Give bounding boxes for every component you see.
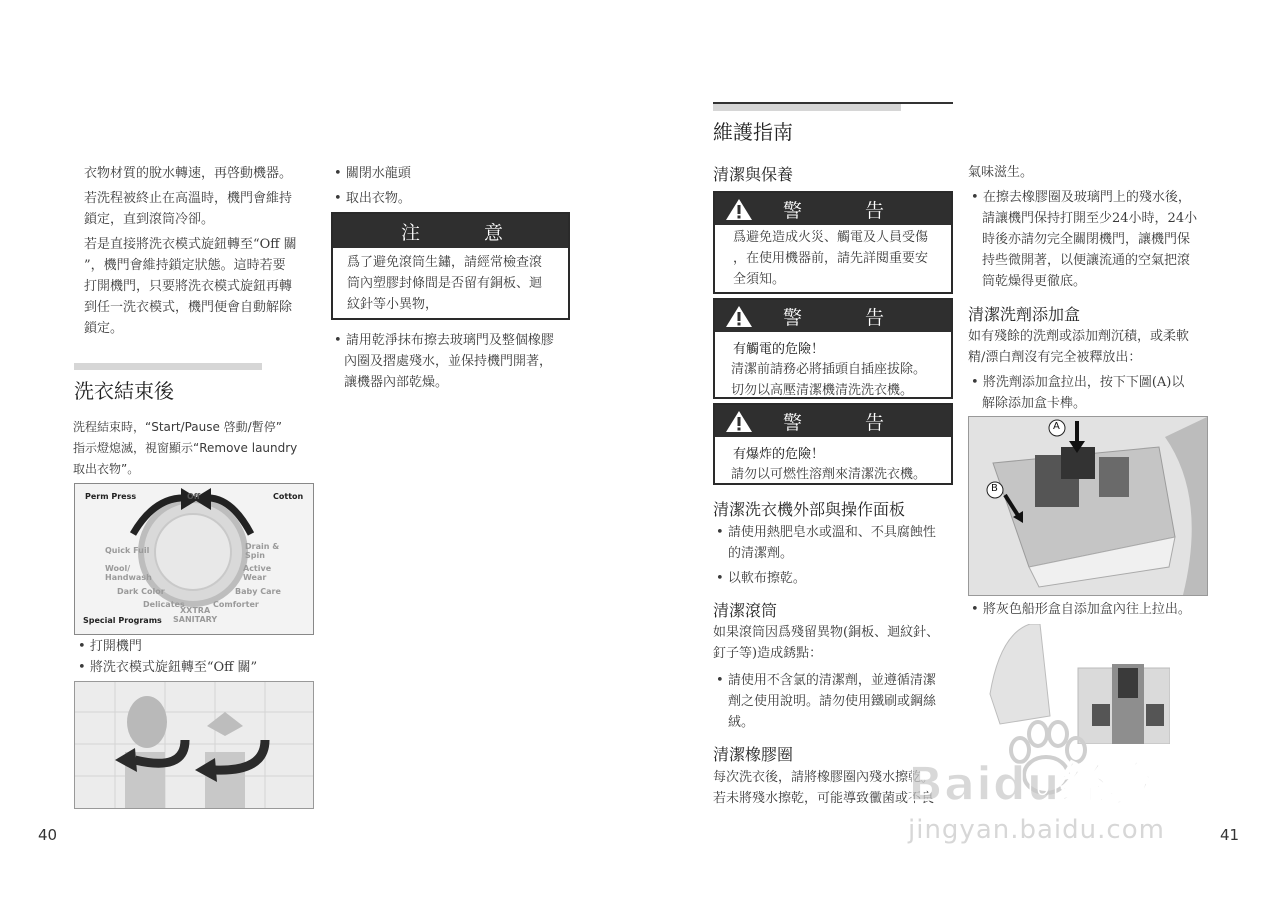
paragraph-line: 洗程結束時，“Start/Pause 啓動/暫停”: [73, 420, 282, 434]
bullet-line: 的清潔劑。: [728, 546, 794, 561]
exterior-bullets: [716, 522, 956, 589]
bullet-item: • 取出衣物。: [334, 188, 574, 209]
bullet-line: • 在擦去橡膠圈及玻璃門上的殘水後，: [968, 187, 1213, 208]
paragraph-line: 鎖定，直到滾筒冷卻。: [84, 212, 215, 227]
warning-body: [715, 437, 951, 487]
page-number-left: 40: [38, 826, 58, 844]
bullet-line: 持些微開著，以便讓流通的空氣把滾: [982, 253, 1191, 268]
left-col1-text: [84, 163, 316, 339]
warning-triangle-icon: [725, 197, 753, 221]
boat-box-photo: [980, 624, 1170, 744]
caution-line: 爲了避免滾筒生鏽，請經常檢查滾: [347, 255, 543, 270]
warning-header: [715, 193, 951, 225]
warning-triangle-icon: [725, 409, 753, 433]
dial-label: Comforter: [213, 600, 259, 609]
caution-body: [333, 248, 568, 319]
warning-char: 告: [865, 411, 885, 434]
caution-char: 意: [484, 221, 504, 244]
warning-line: ，在使用機器前，請先詳閱重要安: [733, 251, 929, 266]
label-a: A: [1053, 421, 1060, 432]
page-title: 維護指南: [713, 120, 793, 144]
warning-subtitle: 有爆炸的危險！: [733, 447, 825, 462]
bullet-line: 讓機器內部乾燥。: [344, 375, 449, 390]
warning-char: 警: [783, 411, 803, 434]
heading-drum: 清潔滾筒: [713, 601, 778, 620]
caution-box: [331, 212, 570, 320]
warning-body: [715, 225, 951, 292]
bullet-line: 筒乾燥得更徹底。: [982, 274, 1087, 289]
warning-line: 爲避免造成火災、觸電及人員受傷: [733, 230, 929, 245]
caution-line: 紋針等小異物，: [347, 297, 439, 312]
label-b: B: [991, 483, 998, 494]
paragraph-line: 到任一洗衣模式，機門便會自動解除: [84, 300, 293, 315]
warning-box-3: [713, 403, 953, 485]
paragraph-line: ”，機門會維持鎖定狀態。這時若要: [84, 258, 286, 273]
bullet-line: • 請使用不含氯的清潔劑，並遵循清潔: [713, 670, 958, 691]
boat-box-graphic: [980, 624, 1170, 744]
watermark-brand: Baidu经验: [908, 757, 1155, 811]
title-graybar: [713, 104, 901, 111]
dial-label: Delicates: [143, 600, 185, 609]
paragraph-line: 若洗程被終止在高溫時，機門會維持: [84, 191, 293, 206]
page-number-right: 41: [1220, 826, 1240, 844]
bullet-item: • 將洗衣模式旋鈕轉至“Off 關”: [78, 657, 318, 678]
heading-dispenser: 清潔洗劑添加盒: [968, 305, 1081, 324]
bullet-line: 絨。: [728, 715, 755, 730]
bullet-item: • 將灰色船形盒自添加盒內往上拉出。: [968, 599, 1228, 620]
warning-char: 警: [783, 306, 803, 329]
dial-label: Baby Care: [235, 587, 281, 596]
after-wash-text: [73, 417, 313, 480]
section-title-after-wash: 洗衣結束後: [74, 379, 174, 403]
paragraph-line: 每次洗衣後，請將橡膠圈內殘水擦乾。: [713, 770, 935, 785]
heading-exterior: 清潔洗衣機外部與操作面板: [713, 500, 906, 519]
faucet-photo: [74, 681, 314, 809]
dial-label: Active Wear: [243, 564, 272, 582]
dial-label: Dark Color: [117, 587, 165, 596]
warning-line: 全須知。: [733, 272, 786, 287]
warning-char: 告: [865, 199, 885, 222]
warning-line: 請勿以可燃性溶劑來清潔洗衣機。: [731, 467, 927, 482]
section-divider: [74, 363, 262, 370]
paragraph-line: 打開機門，只要將洗衣模式旋鈕再轉: [84, 279, 293, 294]
left-col2-top: [334, 163, 574, 209]
bullet-item: • 關閉水龍頭: [334, 163, 574, 184]
left-bullets: [78, 636, 318, 678]
warning-char: 警: [783, 199, 803, 222]
paragraph-line: 取出衣物”。: [73, 462, 140, 476]
bullet-line: • 將洗劑添加盒拉出，按下下圖(A)以: [968, 372, 1213, 393]
warning-header: [715, 405, 951, 437]
dial-label: Wool/ Handwash: [105, 564, 152, 582]
dispenser-text: [968, 326, 1213, 414]
paragraph-line: 若是直接將洗衣模式旋鈕轉至“Off 關: [84, 237, 297, 252]
warning-header: [715, 300, 951, 332]
warning-line: 清潔前請務必將插頭自插座拔除。: [731, 362, 927, 377]
drum-text: [713, 622, 958, 733]
warning-subtitle: 有觸電的危險！: [733, 342, 825, 357]
warning-line: 切勿以高壓清潔機清洗洗衣機。: [731, 383, 914, 398]
bullet-line: 請讓機門保持打開至少24小時，24小: [982, 211, 1198, 226]
warning-box-1: [713, 191, 953, 294]
caution-char: 注: [401, 221, 421, 244]
dial-illustration: [74, 483, 314, 635]
caution-line: 筒內塑膠封條間是否留有銅板、迴: [347, 276, 543, 291]
dial-label-special-programs: Special Programs: [83, 616, 162, 625]
paragraph-line: 指示燈熄滅，視窗顯示“Remove laundry: [73, 441, 298, 455]
gasket-text: [713, 767, 958, 809]
paragraph-line: 氣味滋生。: [968, 165, 1034, 180]
bullet-line: 時後亦請勿完全關閉機門，讓機門保: [982, 232, 1191, 247]
caution-header: [333, 214, 568, 248]
warning-body: [715, 332, 951, 403]
heading-cleaning: 清潔與保養: [713, 165, 794, 184]
paragraph-line: 精/漂白劑沒有完全被釋放出：: [968, 350, 1142, 365]
bullet-line: 劑之使用說明。請勿使用鐵刷或鋼絲: [728, 694, 937, 709]
paragraph-line: 鎖定。: [84, 321, 124, 336]
bullet-line: • 請使用熱肥皂水或溫和、不具腐蝕性: [716, 522, 956, 543]
bullet-line: 解除添加盒卡榫。: [982, 396, 1087, 411]
warning-box-2: [713, 298, 953, 399]
left-col2-bullet: [334, 330, 574, 393]
paragraph-line: 釘子等)造成銹點：: [713, 646, 823, 661]
paragraph-line: 若未將殘水擦乾，可能導致黴菌或不良: [713, 791, 935, 806]
dial-label-off: Off: [187, 492, 201, 501]
bullet-line: • 以軟布擦乾。: [716, 568, 956, 589]
dial-label: Quick Fuil: [105, 546, 150, 555]
paragraph-line: 如果滾筒因爲殘留異物(銅板、迴紋針、: [713, 625, 940, 640]
warning-char: 告: [865, 306, 885, 329]
right-bullet2: [968, 599, 1228, 620]
bullet-item: • 打開機門: [78, 636, 318, 657]
bullet-line: • 請用乾淨抹布擦去玻璃門及整個橡膠: [334, 330, 574, 351]
bullet-line: 內圈及摺處殘水，並保持機門開著，: [344, 354, 553, 369]
watermark-url: jingyan.baidu.com: [908, 815, 1165, 845]
dispenser-photo: [968, 416, 1208, 596]
dial-label-perm-press: Perm Press: [85, 492, 137, 501]
dial-label: Drain & Spin: [245, 542, 280, 560]
faucet-graphic: [75, 682, 313, 808]
warning-triangle-icon: [725, 304, 753, 328]
heading-gasket: 清潔橡膠圈: [713, 745, 794, 764]
right-col2-top: [968, 162, 1213, 292]
dial-label-cotton: Cotton: [273, 492, 304, 501]
dial-label: XXTRA SANITARY: [173, 606, 218, 624]
paragraph: 衣物材質的脫水轉速，再啓動機器。: [84, 166, 293, 181]
dispenser-graphic: [969, 417, 1207, 595]
paragraph-line: 如有殘餘的洗劑或添加劑沉積，或柔軟: [968, 329, 1190, 344]
